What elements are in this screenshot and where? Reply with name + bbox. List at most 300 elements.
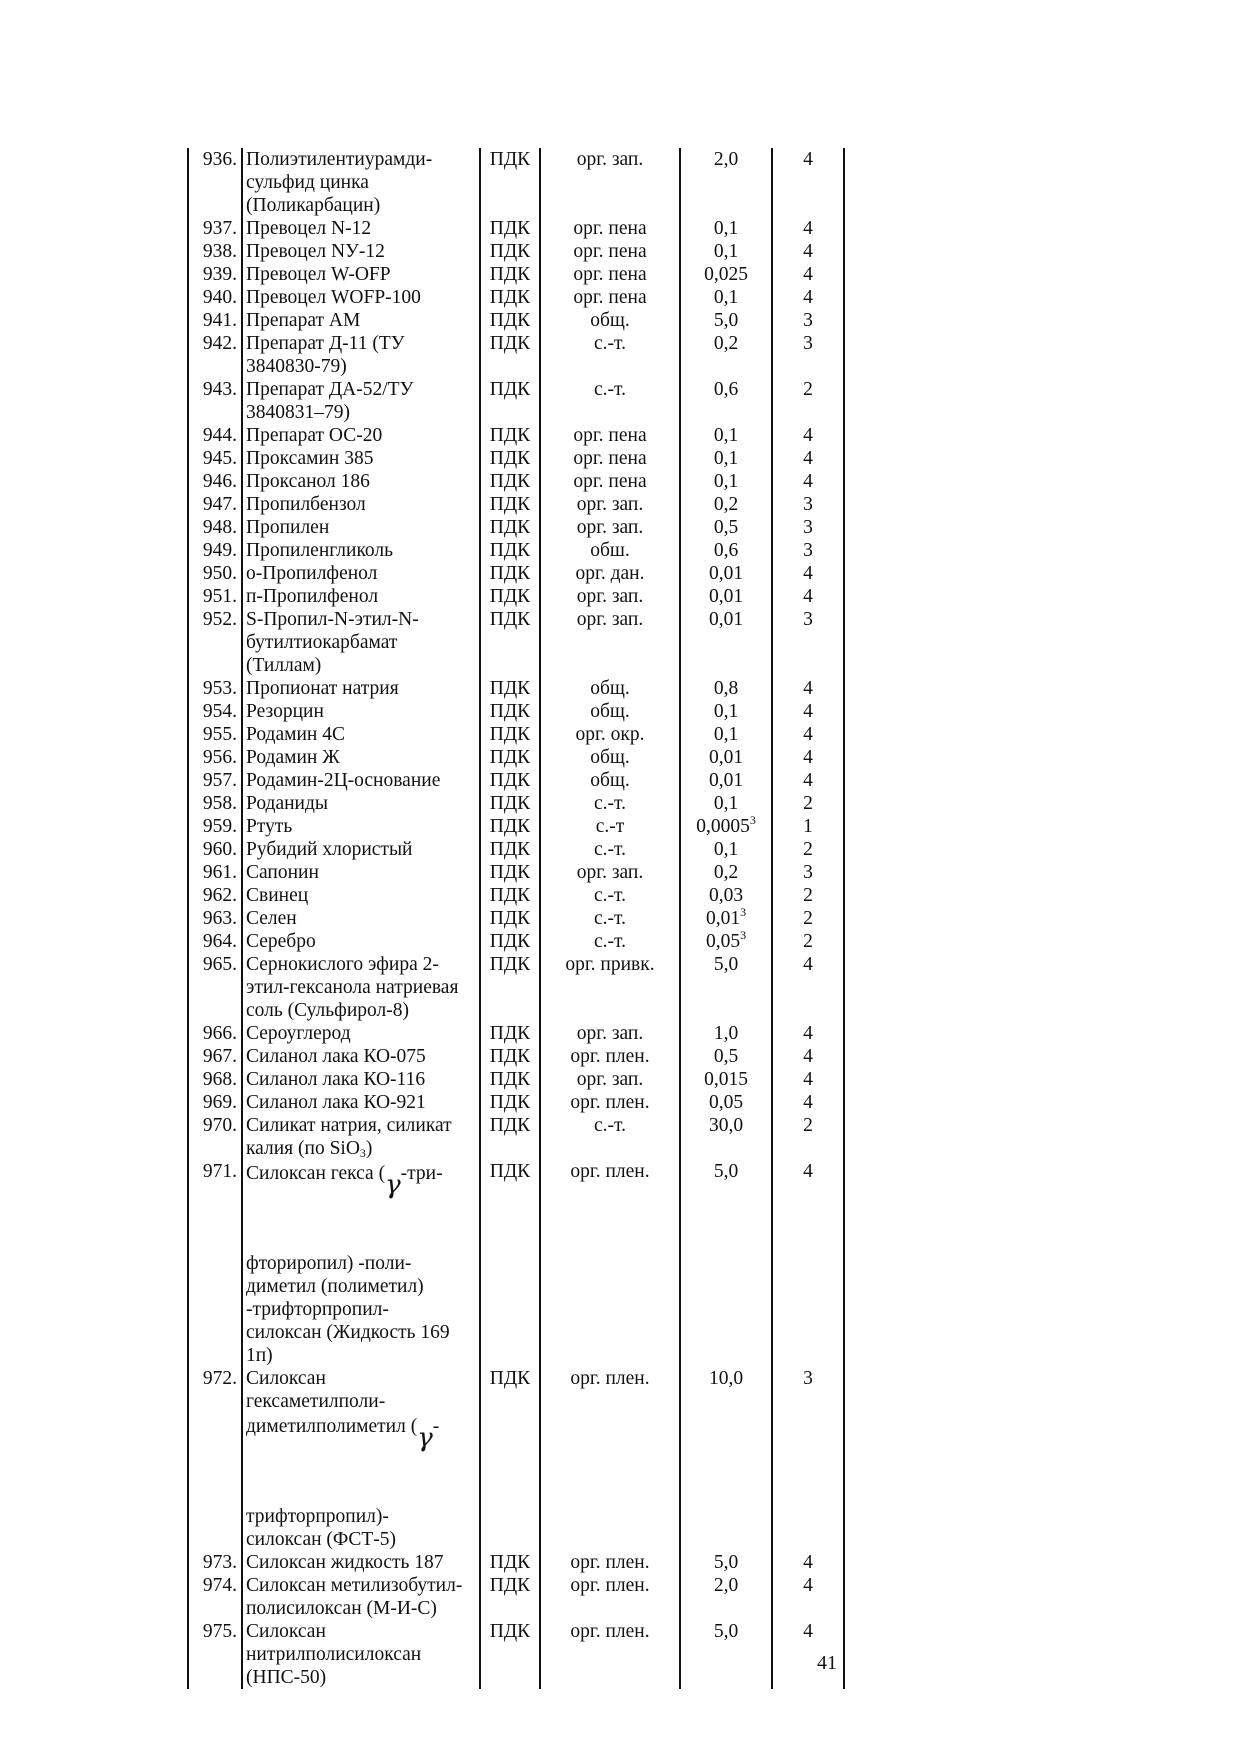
table-row [188, 746, 844, 769]
value-text: 0,1 [713, 471, 739, 492]
table-row [188, 1574, 844, 1620]
hazard-indicator: орг. плен. [540, 1367, 680, 1551]
substance-name [242, 539, 480, 562]
concentration-value [680, 792, 772, 815]
hazard-class: 2 [772, 378, 844, 424]
hazard-class: 3 [772, 539, 844, 562]
hazard-class: 4 [772, 263, 844, 286]
hazard-indicator: с.-т. [540, 378, 680, 424]
hazard-indicator: орг. пена [540, 217, 680, 240]
table-row [188, 1114, 844, 1160]
limit-type: ПДК [480, 884, 540, 907]
substance-name-line: (Поликарбацин) [246, 195, 381, 216]
limit-type: ПДК [480, 263, 540, 286]
hazard-class: 2 [772, 792, 844, 815]
hazard-class: 2 [772, 907, 844, 930]
row-number: 963. [188, 907, 242, 930]
table-row [188, 769, 844, 792]
hazard-class: 4 [772, 470, 844, 493]
hazard-indicator: с.-т. [540, 792, 680, 815]
limit-type: ПДК [480, 700, 540, 723]
hazard-indicator: общ. [540, 677, 680, 700]
hazard-class: 2 [772, 930, 844, 953]
hazard-indicator: с.-т. [540, 884, 680, 907]
hazard-class: 3 [772, 861, 844, 884]
substance-name-line: Пропиленгликоль [246, 540, 394, 561]
concentration-value [680, 1045, 772, 1068]
hazard-indicator: обш. [540, 539, 680, 562]
hazard-class: 3 [772, 309, 844, 332]
table-row [188, 1045, 844, 1068]
substance-name [242, 562, 480, 585]
concentration-value [680, 608, 772, 677]
value-text: 0,1 [713, 218, 739, 239]
hazard-class: 4 [772, 953, 844, 1022]
hazard-class: 3 [772, 516, 844, 539]
hazard-indicator: общ. [540, 700, 680, 723]
hazard-indicator: орг. пена [540, 424, 680, 447]
row-number: 946. [188, 470, 242, 493]
substance-name-line: Превоцел N-12 [246, 218, 372, 239]
value-text: 0,01 [708, 770, 744, 791]
name-text: -три- [400, 1163, 443, 1184]
substance-name [242, 332, 480, 378]
hazard-class: 4 [772, 562, 844, 585]
substance-name [242, 493, 480, 516]
value-text: 5,0 [713, 1552, 739, 1573]
hazard-class: 4 [772, 677, 844, 700]
limit-type: ПДК [480, 1045, 540, 1068]
hazard-class: 4 [772, 1091, 844, 1114]
concentration-value [680, 1114, 772, 1160]
row-number: 939. [188, 263, 242, 286]
hazard-indicator: орг. зап. [540, 585, 680, 608]
limit-type: ПДК [480, 1551, 540, 1574]
hazard-class: 4 [772, 746, 844, 769]
concentration-value [680, 585, 772, 608]
substance-name-line: Препарат АМ [246, 310, 361, 331]
value-text: 0,1 [713, 701, 739, 722]
limit-type: ПДК [480, 562, 540, 585]
concentration-value [680, 723, 772, 746]
value-text: 0,1 [713, 241, 739, 262]
hazard-indicator: орг. плен. [540, 1045, 680, 1068]
limit-type: ПДК [480, 1367, 540, 1551]
hazard-indicator: общ. [540, 309, 680, 332]
limit-type: ПДК [480, 792, 540, 815]
row-number: 972. [188, 1367, 242, 1551]
value-text: 0,1 [713, 724, 739, 745]
row-number: 962. [188, 884, 242, 907]
row-number: 950. [188, 562, 242, 585]
limit-type: ПДК [480, 539, 540, 562]
concentration-value [680, 907, 772, 930]
substance-name [242, 953, 480, 1022]
table-row [188, 677, 844, 700]
substance-name-line: Серебро [246, 931, 316, 952]
hazard-indicator: орг. дан. [540, 562, 680, 585]
table-row [188, 1620, 844, 1689]
table-row [188, 585, 844, 608]
row-number: 968. [188, 1068, 242, 1091]
table-row [188, 263, 844, 286]
substance-name-line: силоксан (Жидкость 169 [246, 1322, 450, 1343]
hazard-indicator: орг. привк. [540, 953, 680, 1022]
substance-name-line: бутилтиокарбамат [246, 632, 398, 653]
value-text: 0,03 [708, 885, 744, 906]
table-row [188, 815, 844, 838]
limit-type: ПДК [480, 217, 540, 240]
substance-name [242, 769, 480, 792]
substance-name-line: Силоксан жидкость 187 [246, 1552, 444, 1573]
substance-name-line: Проксамин 385 [246, 448, 374, 469]
table-row [188, 608, 844, 677]
substance-name [242, 608, 480, 677]
concentration-value [680, 148, 772, 217]
row-number: 974. [188, 1574, 242, 1620]
table-row [188, 1367, 844, 1551]
substance-name-line: фториропил) -поли- [246, 1253, 412, 1274]
substance-name [242, 907, 480, 930]
limit-type: ПДК [480, 769, 540, 792]
row-number: 937. [188, 217, 242, 240]
concentration-value [680, 309, 772, 332]
limit-type: ПДК [480, 677, 540, 700]
substance-name-line: трифторпропил)- [246, 1506, 389, 1527]
concentration-value [680, 861, 772, 884]
substance-name [242, 1068, 480, 1091]
concentration-value [680, 769, 772, 792]
value-text: 2,0 [713, 149, 739, 170]
substance-name [242, 700, 480, 723]
limit-type: ПДК [480, 746, 540, 769]
hazard-indicator: орг. зап. [540, 493, 680, 516]
substance-name-line: п-Пропилфенол [246, 586, 379, 607]
limit-type: ПДК [480, 1091, 540, 1114]
limit-type: ПДК [480, 838, 540, 861]
row-number: 969. [188, 1091, 242, 1114]
substance-name-line: Резорцин [246, 701, 324, 722]
substance-name [242, 1022, 480, 1045]
substance-name-line: (Тиллам) [246, 655, 322, 676]
row-number: 951. [188, 585, 242, 608]
substance-name [242, 1367, 480, 1551]
hazard-class: 4 [772, 424, 844, 447]
value-text: 0,01 [708, 747, 744, 768]
concentration-value [680, 1574, 772, 1620]
substance-name [242, 240, 480, 263]
row-number: 953. [188, 677, 242, 700]
value-text: 0,5 [713, 517, 739, 538]
substance-name-line: Силанол лака КО-116 [246, 1069, 426, 1090]
table-body [188, 148, 844, 1689]
limit-type: ПДК [480, 953, 540, 1022]
hazard-class: 4 [772, 286, 844, 309]
row-number: 975. [188, 1620, 242, 1689]
hazard-class: 4 [772, 1551, 844, 1574]
substance-name [242, 286, 480, 309]
substance-name [242, 263, 480, 286]
limit-type: ПДК [480, 723, 540, 746]
substance-name-line: нитрилполисилоксан [246, 1644, 422, 1665]
concentration-value [680, 1091, 772, 1114]
hazard-indicator: орг. пена [540, 470, 680, 493]
row-number: 949. [188, 539, 242, 562]
concentration-value [680, 470, 772, 493]
row-number: 956. [188, 746, 242, 769]
row-number: 973. [188, 1551, 242, 1574]
substance-name [242, 309, 480, 332]
hazard-indicator: орг. плен. [540, 1620, 680, 1689]
substance-name-line: Силоксан [246, 1621, 326, 1642]
hazard-indicator: общ. [540, 769, 680, 792]
substance-name-line: Роданиды [246, 793, 329, 814]
value-text: 0,1 [713, 839, 739, 860]
row-number: 942. [188, 332, 242, 378]
substance-name [242, 447, 480, 470]
hazard-class: 3 [772, 1367, 844, 1551]
value-text: 0,01 [708, 563, 744, 584]
hazard-class: 4 [772, 148, 844, 217]
concentration-value [680, 677, 772, 700]
document-table-container [187, 148, 845, 1689]
row-number: 940. [188, 286, 242, 309]
hazard-class: 4 [772, 1574, 844, 1620]
substance-name-line: диметил (полиметил) [246, 1276, 424, 1297]
row-number: 970. [188, 1114, 242, 1160]
hazard-indicator: орг. зап. [540, 1068, 680, 1091]
row-number: 945. [188, 447, 242, 470]
hazard-indicator: орг. зап. [540, 148, 680, 217]
limit-type: ПДК [480, 585, 540, 608]
row-number: 957. [188, 769, 242, 792]
substance-name-line: Сапонин [246, 862, 319, 883]
substance-name [242, 1160, 480, 1367]
substance-name-line: Селен [246, 908, 297, 929]
table-row [188, 516, 844, 539]
concentration-value [680, 1551, 772, 1574]
hazard-indicator: орг. пена [540, 286, 680, 309]
row-number: 936. [188, 148, 242, 217]
value-text: 2,0 [713, 1575, 739, 1596]
value-text: 5,0 [713, 954, 739, 975]
table-row [188, 309, 844, 332]
concentration-value [680, 286, 772, 309]
substance-name-line: Препарат ОС-20 [246, 425, 383, 446]
substance-name-line: Родамин 4С [246, 724, 345, 745]
substance-name-line: (НПС-50) [246, 1667, 327, 1688]
row-number: 971. [188, 1160, 242, 1367]
table-row [188, 884, 844, 907]
substance-name [242, 1114, 480, 1160]
substance-name-line: -трифторпропил- [246, 1299, 389, 1320]
hazard-class: 1 [772, 815, 844, 838]
substance-name-line: Силоксан метилизобутил- [246, 1575, 463, 1596]
concentration-value [680, 815, 772, 838]
limit-type: ПДК [480, 309, 540, 332]
hazard-indicator: орг. зап. [540, 1022, 680, 1045]
hazard-class: 4 [772, 1160, 844, 1367]
substance-name-line: Превоцел W-OFP [246, 264, 391, 285]
substance-name-line: Рубидий хлористый [246, 839, 413, 860]
table-row [188, 148, 844, 217]
table-row [188, 861, 844, 884]
limit-type: ПДК [480, 608, 540, 677]
row-number: 965. [188, 953, 242, 1022]
value-text: 0,1 [713, 793, 739, 814]
hazard-class: 4 [772, 447, 844, 470]
substance-name [242, 1045, 480, 1068]
substance-name [242, 1551, 480, 1574]
value-text: 0,2 [713, 333, 739, 354]
substance-name-line: Силоксан [246, 1368, 326, 1389]
hazard-class: 4 [772, 769, 844, 792]
substance-name-line: о-Пропилфенол [246, 563, 378, 584]
hazard-class: 4 [772, 240, 844, 263]
value-text: 0,01 [708, 609, 744, 630]
hazard-class: 3 [772, 608, 844, 677]
limit-type: ПДК [480, 1022, 540, 1045]
value-text: 0,5 [713, 1046, 739, 1067]
value-text: 0,1 [713, 448, 739, 469]
hazard-class: 4 [772, 1068, 844, 1091]
concentration-value [680, 838, 772, 861]
value-text: 0,1 [713, 287, 739, 308]
row-number: 955. [188, 723, 242, 746]
value-text: 0,0005 [696, 816, 750, 837]
concentration-value [680, 700, 772, 723]
substance-name [242, 378, 480, 424]
hazard-class: 4 [772, 1620, 844, 1689]
value-text: 10,0 [708, 1368, 744, 1389]
substance-name [242, 838, 480, 861]
name-text: ) [365, 1138, 373, 1159]
value-text: 0,025 [704, 264, 748, 285]
row-number: 944. [188, 424, 242, 447]
substance-name-line: полисилоксан (М-И-С) [246, 1598, 437, 1619]
page-number: 41 [817, 1652, 837, 1674]
table-row [188, 792, 844, 815]
substance-name [242, 217, 480, 240]
substance-name-line: этил-гексанола натриевая [246, 977, 459, 998]
hazard-indicator: с.-т. [540, 838, 680, 861]
substance-name-line: Ртуть [246, 816, 293, 837]
concentration-value [680, 516, 772, 539]
substance-name-line: Силанол лака КО-921 [246, 1092, 426, 1113]
concentration-value [680, 1620, 772, 1689]
substance-name-line: силоксан (ФСТ-5) [246, 1529, 396, 1550]
table-row [188, 240, 844, 263]
substance-name [242, 1620, 480, 1689]
substance-name [242, 470, 480, 493]
value-text: 5,0 [713, 310, 739, 331]
table-row [188, 286, 844, 309]
footnote-mark: 3 [740, 928, 747, 942]
concentration-value [680, 884, 772, 907]
limit-type: ПДК [480, 907, 540, 930]
table-row [188, 700, 844, 723]
substance-name-line: гексаметилполи- [246, 1391, 386, 1412]
substance-name-line: Проксанол 186 [246, 471, 370, 492]
table-row [188, 930, 844, 953]
row-number: 960. [188, 838, 242, 861]
hazard-indicator: орг. пена [540, 447, 680, 470]
table-row [188, 493, 844, 516]
row-number: 964. [188, 930, 242, 953]
value-text: 0,6 [713, 379, 739, 400]
substance-name-line: Силикат натрия, силикат [246, 1115, 452, 1136]
substance-name-line: Полиэтилентиурамди- [246, 149, 433, 170]
substance-name-line: Сероуглерод [246, 1023, 351, 1044]
substance-name [242, 516, 480, 539]
limit-type: ПДК [480, 815, 540, 838]
substance-name-line: Свинец [246, 885, 309, 906]
footnote-mark: 3 [740, 905, 747, 919]
table-row [188, 1022, 844, 1045]
limit-type: ПДК [480, 378, 540, 424]
name-text: диметилполиметил ( [246, 1416, 418, 1437]
value-text: 0,2 [713, 494, 739, 515]
concentration-value [680, 217, 772, 240]
limit-type: ПДК [480, 1574, 540, 1620]
substance-name [242, 746, 480, 769]
hazard-class: 4 [772, 700, 844, 723]
limit-type: ПДК [480, 1114, 540, 1160]
value-text: 0,1 [713, 425, 739, 446]
table-row [188, 447, 844, 470]
hazard-class: 4 [772, 217, 844, 240]
hazard-indicator: орг. окр. [540, 723, 680, 746]
limit-type: ПДК [480, 861, 540, 884]
value-text: 0,05 [705, 931, 741, 952]
hazard-class: 4 [772, 1045, 844, 1068]
substance-name [242, 677, 480, 700]
table-row [188, 907, 844, 930]
concentration-value [680, 539, 772, 562]
substance-name-line: 3840830-79) [246, 356, 347, 377]
hazard-class: 2 [772, 838, 844, 861]
limit-type: ПДК [480, 1160, 540, 1367]
hazard-indicator: орг. плен. [540, 1091, 680, 1114]
limit-type: ПДК [480, 240, 540, 263]
concentration-value [680, 447, 772, 470]
hazard-class: 2 [772, 1114, 844, 1160]
row-number: 948. [188, 516, 242, 539]
name-text: калия (по SiO [246, 1138, 360, 1159]
hazard-indicator: орг. зап. [540, 516, 680, 539]
substance-name-line: Родамин-2Ц-основание [246, 770, 441, 791]
limit-type: ПДК [480, 1620, 540, 1689]
table-row [188, 539, 844, 562]
hazard-class: 3 [772, 493, 844, 516]
hazard-indicator: с.-т. [540, 907, 680, 930]
substance-name-line: Пропилбензол [246, 494, 366, 515]
substance-name-line: Пропионат натрия [246, 678, 399, 699]
substance-name [242, 1091, 480, 1114]
concentration-value [680, 493, 772, 516]
limit-type: ПДК [480, 148, 540, 217]
table-row [188, 470, 844, 493]
limit-type: ПДК [480, 286, 540, 309]
hazard-class: 4 [772, 723, 844, 746]
value-text: 0,8 [713, 678, 739, 699]
substances-table [187, 148, 845, 1689]
table-row [188, 1551, 844, 1574]
table-row [188, 1160, 844, 1367]
hazard-indicator: орг. зап. [540, 861, 680, 884]
hazard-class: 3 [772, 332, 844, 378]
row-number: 943. [188, 378, 242, 424]
